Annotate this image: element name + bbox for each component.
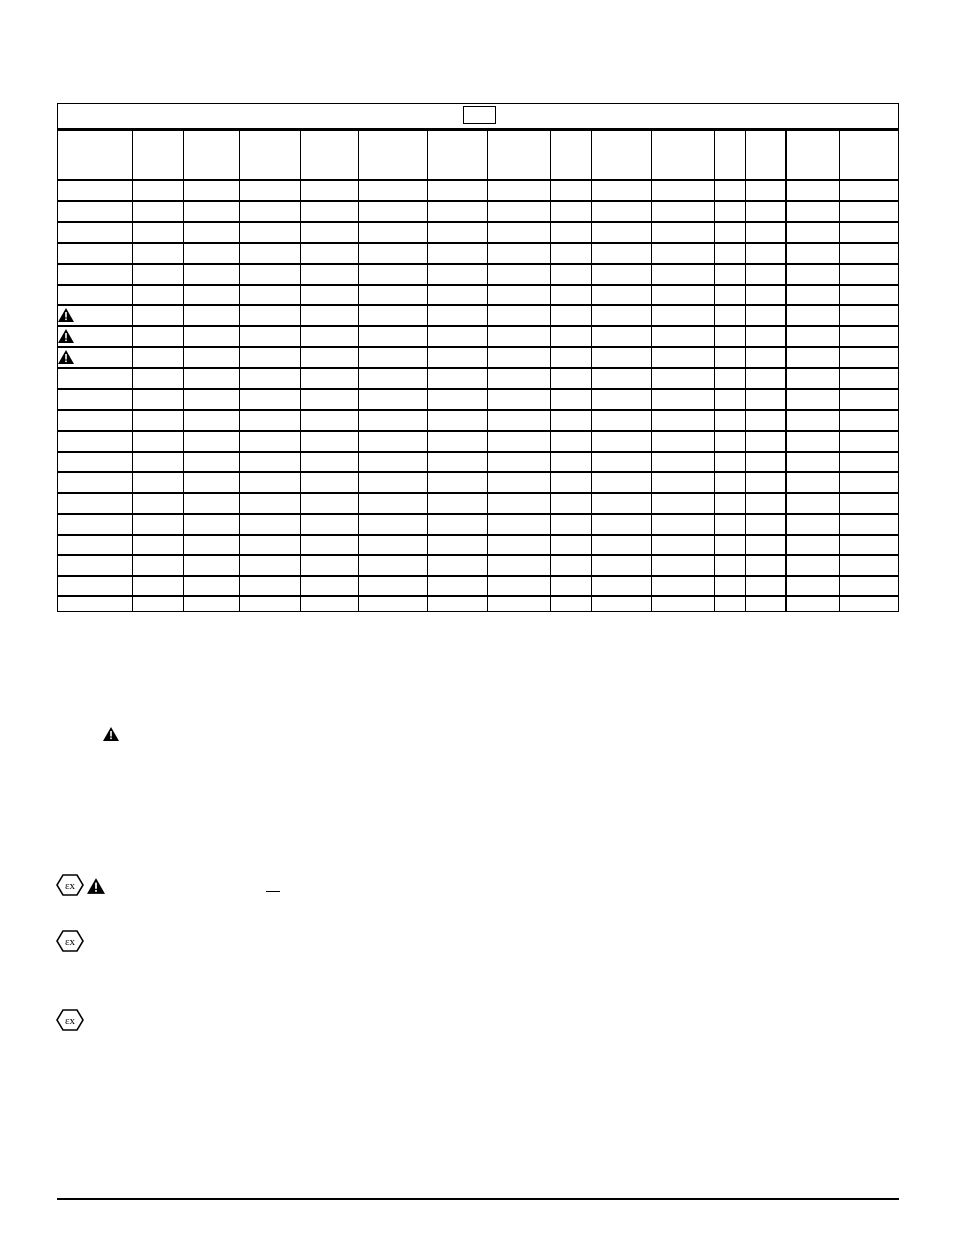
row-divider	[58, 346, 898, 348]
atex-ex-icon	[56, 1009, 84, 1031]
row-divider	[58, 492, 898, 494]
row-divider	[58, 304, 898, 306]
svg-text:εx: εx	[64, 936, 76, 948]
row-divider	[58, 451, 898, 453]
footer-rule	[57, 1198, 899, 1200]
row-divider	[58, 513, 898, 515]
table-grid	[58, 104, 898, 611]
row-divider	[58, 367, 898, 369]
row-divider	[58, 554, 898, 556]
specification-table	[57, 103, 899, 612]
warning-triangle-icon	[58, 350, 74, 364]
warning-triangle-icon	[58, 329, 74, 343]
svg-text:εx: εx	[64, 1015, 76, 1027]
row-divider	[58, 242, 898, 244]
row-divider	[58, 575, 898, 577]
row-divider	[58, 430, 898, 432]
row-divider	[58, 409, 898, 411]
warning-triangle-icon	[58, 308, 74, 322]
svg-text:εx: εx	[64, 880, 76, 892]
row-divider	[58, 284, 898, 286]
atex-ex-icon	[56, 930, 84, 952]
row-divider	[58, 388, 898, 390]
warning-triangle-icon	[87, 878, 105, 894]
atex-ex-icon	[56, 874, 84, 896]
row-divider	[58, 471, 898, 473]
row-divider	[58, 263, 898, 265]
warning-triangle-icon	[103, 727, 119, 741]
row-divider	[58, 325, 898, 327]
row-divider	[58, 534, 898, 536]
row-divider	[58, 595, 898, 597]
row-divider	[58, 200, 898, 202]
header-divider	[58, 179, 898, 181]
row-divider	[58, 221, 898, 223]
underline-mark	[266, 891, 280, 892]
